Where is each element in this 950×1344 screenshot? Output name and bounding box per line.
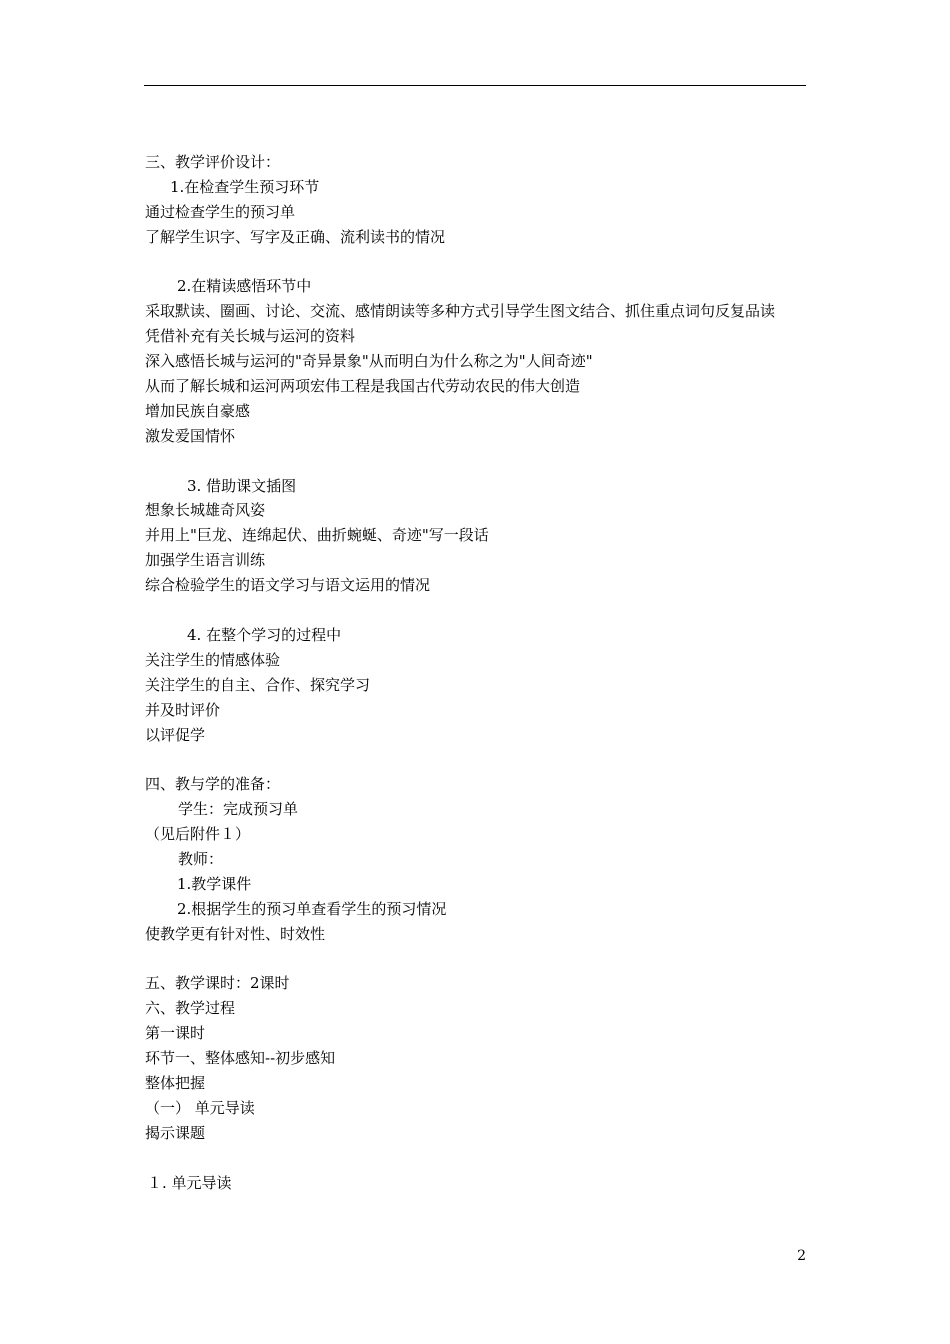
text-line: 增加民族自豪感 — [145, 401, 251, 420]
text-line: 激发爱国情怀 — [145, 426, 236, 445]
text-line: 了解学生识字、写字及正确、流利读书的情况 — [145, 227, 446, 246]
text-line: 环节一、整体感知--初步感知 — [145, 1049, 336, 1068]
header-rule — [144, 85, 806, 86]
text-line: 从而了解长城和运河两项宏伟工程是我国古代劳动农民的伟大创造 — [145, 377, 581, 396]
text-line: 关注学生的自主、合作、探究学习 — [145, 675, 371, 694]
text-line: 加强学生语言训练 — [145, 551, 266, 570]
text-line: 综合检验学生的语文学习与语文运用的情况 — [145, 576, 431, 595]
text-line: 关注学生的情感体验 — [145, 650, 281, 669]
text-line: 2.根据学生的预习单查看学生的预习情况 — [177, 899, 447, 918]
blank-line — [145, 598, 810, 623]
text-line: 以评促学 — [145, 725, 206, 744]
text-line: 3. 借助课文插图 — [187, 476, 297, 495]
section-heading-class-hours: 五、教学课时：2课时 — [145, 974, 290, 993]
text-line: 1.在检查学生预习环节 — [170, 177, 320, 196]
text-line: 采取默读、圈画、讨论、交流、感情朗读等多种方式引导学生图文结合、抓住重点词句反复品读 — [145, 302, 776, 321]
text-line: 通过检查学生的预习单 — [145, 202, 296, 221]
section-heading-preparation: 四、教与学的准备： — [145, 775, 281, 794]
text-line: 2.在精读感悟环节中 — [177, 277, 312, 296]
blank-line — [145, 1146, 810, 1171]
text-line: 1.教学课件 — [177, 874, 252, 893]
text-line: 并及时评价 — [145, 700, 221, 719]
text-line: 使教学更有针对性、时效性 — [145, 924, 326, 943]
blank-line — [145, 747, 810, 772]
section-heading-process: 六、教学过程 — [145, 999, 236, 1018]
text-line: （一） 单元导读 — [145, 1098, 255, 1117]
text-line: 凭借补充有关长城与运河的资料 — [145, 327, 356, 346]
text-line: 想象长城雄奇风姿 — [145, 501, 266, 520]
text-line: 深入感悟长城与运河的"奇异景象"从而明白为什么称之为"人间奇迹" — [145, 352, 593, 371]
text-line: １. 单元导读 — [147, 1173, 232, 1192]
page-number: 2 — [797, 1248, 806, 1264]
text-line: 整体把握 — [145, 1073, 206, 1092]
blank-line — [145, 449, 810, 474]
blank-line — [145, 250, 810, 275]
text-line: 第一课时 — [145, 1024, 206, 1043]
text-line: 并用上"巨龙、连绵起伏、曲折蜿蜒、奇迹"写一段话 — [145, 526, 489, 545]
text-line: 学生：完成预习单 — [178, 800, 299, 819]
blank-line — [145, 947, 810, 972]
text-line: 教师： — [178, 849, 224, 868]
text-line: （见后附件１） — [145, 825, 251, 844]
document-body — [145, 150, 810, 1195]
text-line: 4. 在整个学习的过程中 — [187, 625, 342, 644]
section-heading-evaluation: 三、教学评价设计： — [145, 153, 281, 171]
text-line: 揭示课题 — [145, 1123, 206, 1142]
